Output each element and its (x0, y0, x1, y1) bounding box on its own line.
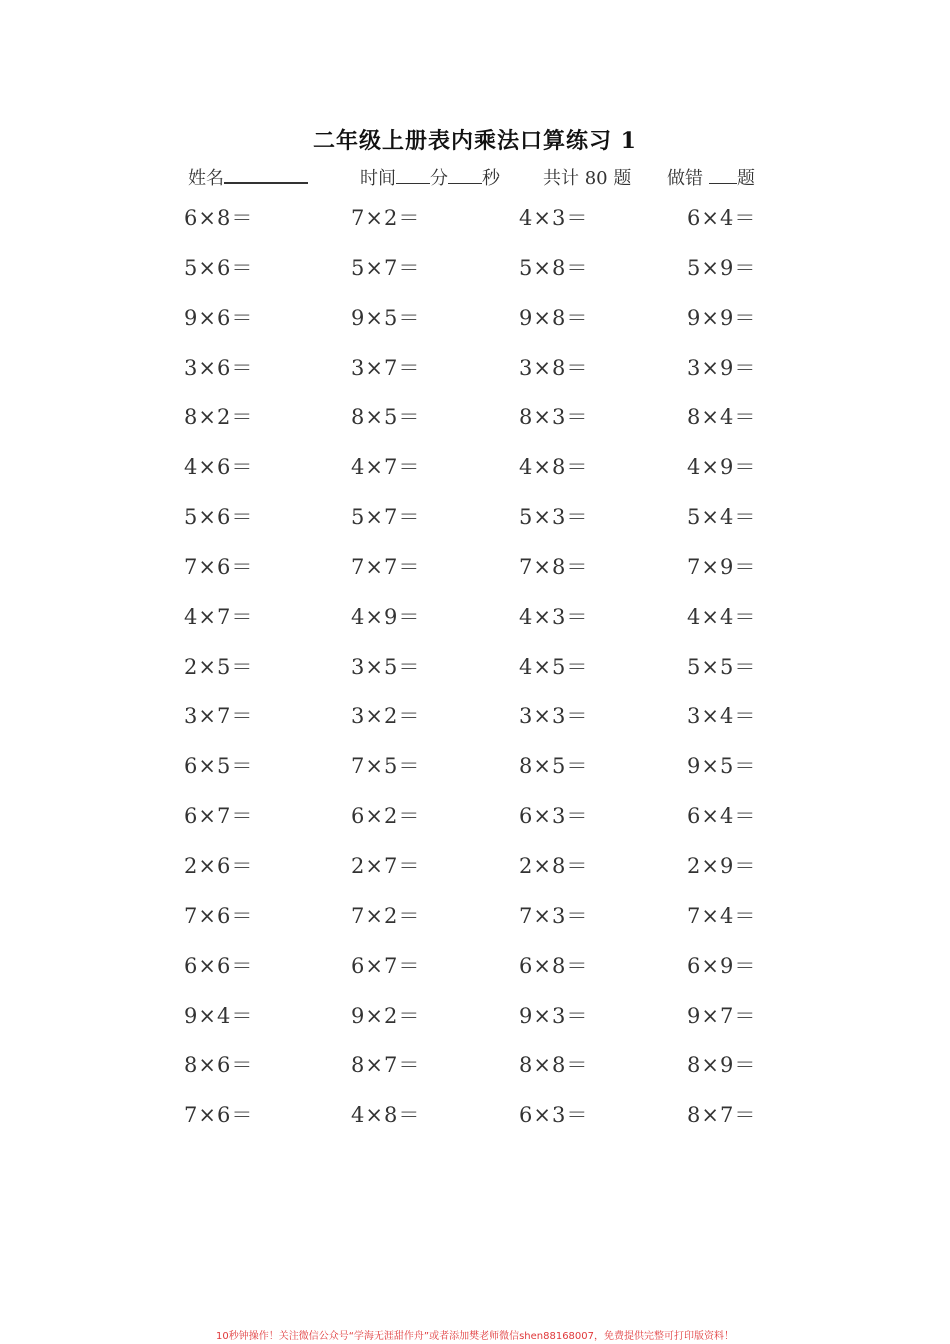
problem-item: 3×9＝ (687, 355, 757, 380)
problem-item: 4×4＝ (687, 604, 757, 629)
problem-item: 5×3＝ (519, 505, 589, 530)
problem-item: 3×3＝ (519, 704, 589, 729)
problem-item: 5×7＝ (351, 505, 421, 530)
problem-row (0, 994, 950, 1044)
problem-row (0, 246, 950, 296)
problem-row (0, 545, 950, 595)
problem-item: 5×4＝ (687, 505, 757, 530)
problem-row (0, 794, 950, 844)
wrong-field[interactable] (667, 164, 755, 190)
problem-row (0, 844, 950, 894)
problem-item: 4×8＝ (351, 1103, 421, 1128)
time-label: 时间 (360, 168, 396, 189)
problem-item: 8×3＝ (519, 405, 589, 430)
problem-item: 2×9＝ (687, 853, 757, 878)
problem-row (0, 196, 950, 246)
problem-item: 4×7＝ (351, 455, 421, 480)
problem-item: 7×2＝ (351, 903, 421, 928)
problem-item: 2×6＝ (184, 853, 254, 878)
problem-row (0, 445, 950, 495)
problem-item: 4×6＝ (184, 455, 254, 480)
problem-item: 9×3＝ (519, 1003, 589, 1028)
problem-item: 3×2＝ (351, 704, 421, 729)
problem-item: 6×7＝ (351, 953, 421, 978)
problem-row (0, 595, 950, 645)
problem-item: 8×5＝ (351, 405, 421, 430)
problem-item: 9×4＝ (184, 1003, 254, 1028)
total-count: 共计 80 题 (543, 168, 632, 189)
problem-item: 4×9＝ (351, 604, 421, 629)
problem-item: 8×6＝ (184, 1053, 254, 1078)
problem-item: 2×8＝ (519, 853, 589, 878)
problem-item: 7×9＝ (687, 554, 757, 579)
problem-row (0, 495, 950, 545)
minute-label: 分 (430, 168, 448, 189)
problem-item: 9×5＝ (687, 754, 757, 779)
problem-item: 7×5＝ (351, 754, 421, 779)
problem-item: 8×9＝ (687, 1053, 757, 1078)
problem-item: 8×7＝ (687, 1103, 757, 1128)
problem-item: 3×8＝ (519, 355, 589, 380)
problem-item: 4×7＝ (184, 604, 254, 629)
problem-row (0, 395, 950, 445)
problem-item: 7×6＝ (184, 903, 254, 928)
problem-item: 7×2＝ (351, 206, 421, 230)
problem-item: 3×5＝ (351, 654, 421, 679)
problem-item: 5×8＝ (519, 255, 589, 280)
problem-item: 4×5＝ (519, 654, 589, 679)
problem-item: 6×6＝ (184, 953, 254, 978)
problem-item: 4×9＝ (687, 455, 757, 480)
problem-row (0, 1093, 950, 1143)
problem-item: 6×5＝ (184, 754, 254, 779)
problem-item: 8×5＝ (519, 754, 589, 779)
problem-item: 9×2＝ (351, 1003, 421, 1028)
problem-row (0, 894, 950, 944)
problem-grid (0, 196, 950, 1143)
problem-row (0, 296, 950, 346)
problem-item: 8×2＝ (184, 405, 254, 430)
problem-item: 6×3＝ (519, 1103, 589, 1128)
wrong-unit: 题 (737, 168, 755, 189)
problem-row (0, 346, 950, 396)
problem-item: 9×7＝ (687, 1003, 757, 1028)
problem-item: 7×6＝ (184, 1103, 254, 1128)
problem-item: 7×6＝ (184, 554, 254, 579)
problem-item: 6×8＝ (519, 953, 589, 978)
worksheet-title: 二年级上册表内乘法口算练习 1 (313, 128, 637, 154)
problem-row (0, 694, 950, 744)
problem-item: 6×4＝ (687, 804, 757, 829)
problem-item: 5×9＝ (687, 255, 757, 280)
problem-item: 4×8＝ (519, 455, 589, 480)
problem-item: 6×2＝ (351, 804, 421, 829)
wrong-label: 做错 (667, 168, 703, 189)
problem-item: 4×3＝ (519, 604, 589, 629)
name-field[interactable] (188, 164, 308, 190)
problem-item: 5×5＝ (687, 654, 757, 679)
problem-item: 2×7＝ (351, 853, 421, 878)
problem-row (0, 944, 950, 994)
problem-item: 3×7＝ (351, 355, 421, 380)
problem-item: 6×3＝ (519, 804, 589, 829)
problem-item: 5×6＝ (184, 255, 254, 280)
wrong-blank[interactable] (709, 165, 737, 184)
problem-row (0, 645, 950, 695)
problem-item: 3×7＝ (184, 704, 254, 729)
second-label: 秒 (482, 168, 500, 189)
problem-item: 8×7＝ (351, 1053, 421, 1078)
problem-item: 5×7＝ (351, 255, 421, 280)
name-blank[interactable] (224, 164, 308, 184)
problem-item: 6×8＝ (184, 206, 254, 230)
time-field[interactable] (360, 164, 500, 190)
problem-item: 6×9＝ (687, 953, 757, 978)
problem-item: 6×4＝ (687, 206, 757, 230)
info-row (0, 164, 950, 192)
footer-notice: 10秒钟操作！关注微信公众号“学海无涯甜作舟”或者添加樊老师微信shen88168007，免费提供完整可打印版资料！ (215, 1331, 735, 1342)
problem-item: 9×6＝ (184, 305, 254, 330)
problem-item: 9×9＝ (687, 305, 757, 330)
problem-item: 2×5＝ (184, 654, 254, 679)
problem-item: 9×5＝ (351, 305, 421, 330)
problem-row (0, 1043, 950, 1093)
problem-item: 7×7＝ (351, 554, 421, 579)
problem-item: 9×8＝ (519, 305, 589, 330)
problem-item: 7×3＝ (519, 903, 589, 928)
problem-row (0, 744, 950, 794)
seconds-blank[interactable] (448, 165, 482, 184)
problem-item: 8×4＝ (687, 405, 757, 430)
problem-item: 4×3＝ (519, 206, 589, 230)
problem-item: 5×6＝ (184, 505, 254, 530)
problem-item: 6×7＝ (184, 804, 254, 829)
problem-item: 8×8＝ (519, 1053, 589, 1078)
minutes-blank[interactable] (396, 165, 430, 184)
problem-item: 3×4＝ (687, 704, 757, 729)
name-label: 姓名 (188, 168, 224, 189)
problem-item: 7×8＝ (519, 554, 589, 579)
problem-item: 7×4＝ (687, 903, 757, 928)
problem-item: 3×6＝ (184, 355, 254, 380)
